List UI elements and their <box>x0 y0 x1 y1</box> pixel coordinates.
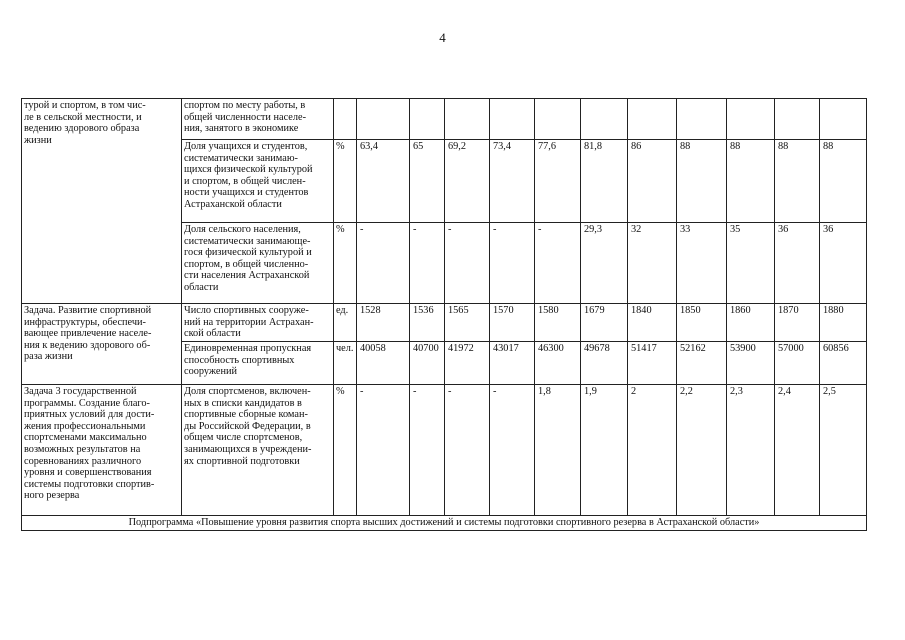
value-cell: 32 <box>628 223 677 304</box>
value-cell: 1,9 <box>581 385 628 516</box>
value-cell: 81,8 <box>581 140 628 223</box>
value-cell: 51417 <box>628 342 677 385</box>
value-cell: 1860 <box>727 304 775 342</box>
value-cell: 1,8 <box>535 385 581 516</box>
value-cell: 69,2 <box>445 140 490 223</box>
task-cell <box>22 304 182 385</box>
indicator-cell <box>182 223 334 304</box>
value-cell: 1870 <box>775 304 820 342</box>
value-cell: 86 <box>628 140 677 223</box>
value-cell: 88 <box>820 140 867 223</box>
unit-cell: % <box>334 140 357 223</box>
value-cell: 43017 <box>490 342 535 385</box>
value-cell: 2 <box>628 385 677 516</box>
value-cell: 2,4 <box>775 385 820 516</box>
value-cell: 40058 <box>357 342 410 385</box>
indicator-cell <box>182 99 334 140</box>
value-cell: - <box>445 223 490 304</box>
value-cell <box>490 99 535 140</box>
value-cell: - <box>410 223 445 304</box>
value-cell <box>410 99 445 140</box>
indicator-text: спортом по месту работы, в общей численности населе- ния, занятого в экономике <box>184 100 307 135</box>
value-cell: 73,4 <box>490 140 535 223</box>
value-cell: 88 <box>775 140 820 223</box>
value-cell: 1565 <box>445 304 490 342</box>
value-cell: - <box>445 385 490 516</box>
value-cell: 57000 <box>775 342 820 385</box>
value-cell: - <box>357 223 410 304</box>
value-cell <box>581 99 628 140</box>
value-cell: 35 <box>727 223 775 304</box>
value-cell: 1570 <box>490 304 535 342</box>
value-cell: 33 <box>677 223 727 304</box>
task-text: Задача. Развитие спортивной инфраструктуры, обеспечи- вающее привлечение населе- ния к ведению здорового об- раза жизни <box>24 305 152 363</box>
value-cell: 40700 <box>410 342 445 385</box>
value-cell: 52162 <box>677 342 727 385</box>
value-cell: - <box>490 223 535 304</box>
value-cell: 1880 <box>820 304 867 342</box>
value-cell <box>727 99 775 140</box>
table-row <box>22 304 867 342</box>
value-cell: 1528 <box>357 304 410 342</box>
unit-cell: % <box>334 385 357 516</box>
unit-cell <box>334 99 357 140</box>
value-cell: - <box>357 385 410 516</box>
value-cell: 77,6 <box>535 140 581 223</box>
value-cell <box>820 99 867 140</box>
table-row <box>22 99 867 140</box>
value-cell: 1536 <box>410 304 445 342</box>
task-cell <box>22 385 182 516</box>
value-cell: 88 <box>727 140 775 223</box>
table-row <box>22 385 867 516</box>
unit-cell: ед. <box>334 304 357 342</box>
value-cell: 1679 <box>581 304 628 342</box>
value-cell: 1580 <box>535 304 581 342</box>
value-cell: 36 <box>820 223 867 304</box>
indicator-text: Доля сельского населения, систематически занимающе- гося физической культурой и спортом, в общей численно- сти населения Астраханской области <box>184 224 312 293</box>
value-cell: 36 <box>775 223 820 304</box>
value-cell: 1840 <box>628 304 677 342</box>
value-cell: 2,2 <box>677 385 727 516</box>
value-cell: 88 <box>677 140 727 223</box>
value-cell: - <box>410 385 445 516</box>
value-cell <box>677 99 727 140</box>
task-text: турой и спортом, в том чис- ле в сельской местности, и ведению здорового образа жизни <box>24 100 146 146</box>
value-cell <box>628 99 677 140</box>
unit-cell: чел. <box>334 342 357 385</box>
indicator-cell <box>182 304 334 342</box>
subprogram-heading: Подпрограмма «Повышение уровня развития спорта высших достижений и системы подготовки спортивного резерва в Астраханской области» <box>22 516 867 531</box>
indicator-cell <box>182 385 334 516</box>
task-text: Задача 3 государственной программы. Создание благо- приятных условий для дости- жения профессиональными спортсменами максимально возможных результатов на соревнованиях различного уровня и совершенствования системы подготовки спортив- ного резерва <box>24 386 155 502</box>
value-cell <box>445 99 490 140</box>
value-cell: 60856 <box>820 342 867 385</box>
value-cell: 46300 <box>535 342 581 385</box>
page-number: 4 <box>439 30 446 45</box>
value-cell: 41972 <box>445 342 490 385</box>
indicator-cell <box>182 140 334 223</box>
unit-cell: % <box>334 223 357 304</box>
value-cell: 2,3 <box>727 385 775 516</box>
value-cell: 63,4 <box>357 140 410 223</box>
indicators-table <box>21 98 867 531</box>
value-cell: 29,3 <box>581 223 628 304</box>
value-cell: 1850 <box>677 304 727 342</box>
indicator-cell <box>182 342 334 385</box>
value-cell: 2,5 <box>820 385 867 516</box>
table-row <box>22 516 867 531</box>
indicator-text: Число спортивных сооруже- ний на территории Астрахан- ской области <box>184 305 314 340</box>
value-cell: 65 <box>410 140 445 223</box>
indicator-text: Единовременная пропускная способность спортивных сооружений <box>184 343 312 378</box>
indicator-text: Доля спортсменов, включен- ных в списки кандидатов в спортивные сборные коман- ды Российской Федерации, в общем числе спортсменов, занимающихся в учреждени- ях спортивной подготовки <box>184 386 312 467</box>
value-cell <box>775 99 820 140</box>
value-cell: 53900 <box>727 342 775 385</box>
task-cell <box>22 99 182 304</box>
indicator-text: Доля учащихся и студентов, систематически занимаю- щихся физической культурой и спортом, в общей числен- ности учащихся и студентов Астраханской области <box>184 141 313 210</box>
value-cell <box>357 99 410 140</box>
value-cell: 49678 <box>581 342 628 385</box>
value-cell <box>535 99 581 140</box>
value-cell: - <box>490 385 535 516</box>
value-cell: - <box>535 223 581 304</box>
